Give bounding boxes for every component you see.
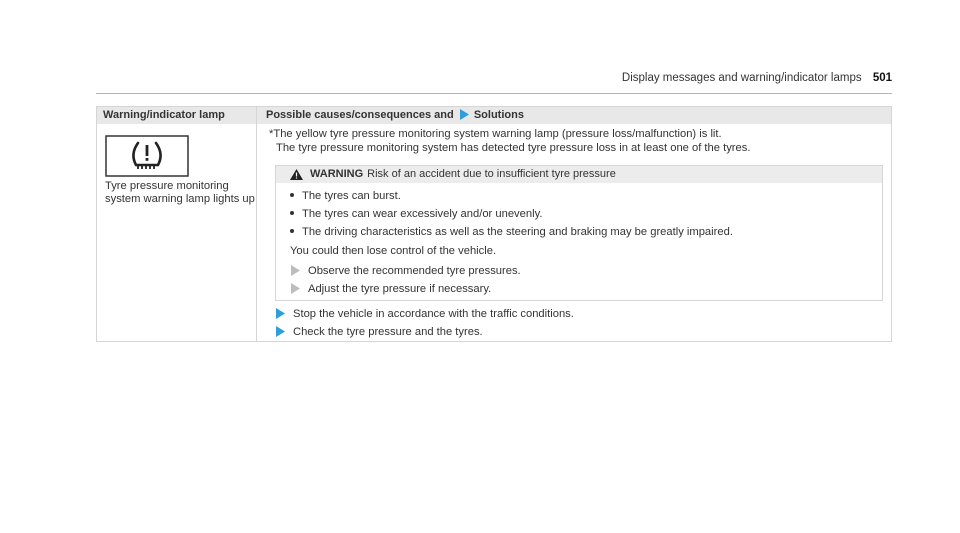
warning-bullet xyxy=(290,190,401,202)
warning-bullet xyxy=(290,226,733,238)
warning-step-text: Observe the recommended tyre pressures. xyxy=(308,265,521,277)
tyre-pressure-warning-icon xyxy=(105,135,189,177)
warning-bullet-text: The tyres can wear excessively and/or unevenly. xyxy=(302,208,543,220)
warning-bullet xyxy=(290,208,542,220)
cause-line-1: *The yellow tyre pressure monitoring system warning lamp (pressure loss/malfunction) is lit. xyxy=(269,128,722,140)
warning-bullet-text: The tyres can burst. xyxy=(302,190,401,202)
cause-line-2: The tyre pressure monitoring system has detected tyre pressure loss in at least one of the tyres. xyxy=(276,141,751,154)
warning-step xyxy=(290,265,521,277)
col-header-causes xyxy=(266,109,524,121)
lamp-label: Tyre pressure monitoring system warning lamp lights up xyxy=(105,180,255,205)
cause-text xyxy=(269,128,879,155)
col-header-lamp: Warning/indicator lamp xyxy=(103,109,225,121)
col-header-causes-text: Possible causes/consequences and xyxy=(266,109,454,121)
warning-lamp-table xyxy=(96,106,892,342)
column-divider xyxy=(256,107,257,341)
warning-triangle-icon xyxy=(290,169,303,180)
page-number: 501 xyxy=(872,72,892,84)
solution-step xyxy=(275,308,574,320)
warning-title xyxy=(310,168,616,180)
step-arrow-icon xyxy=(275,308,285,319)
solutions-arrow-icon xyxy=(459,109,469,120)
warning-step xyxy=(290,283,491,295)
step-arrow-icon xyxy=(290,283,300,294)
step-arrow-icon xyxy=(290,265,300,276)
warning-box xyxy=(275,165,883,301)
col-header-solutions: Solutions xyxy=(473,109,524,121)
warning-title-text: Risk of an accident due to insufficient tyre pressure xyxy=(367,168,616,180)
table-header xyxy=(97,107,891,124)
solution-step xyxy=(275,326,483,338)
warning-bullet-text: The driving characteristics as well as the steering and braking may be greatly impaired. xyxy=(302,226,733,238)
warning-note: You could then lose control of the vehicle. xyxy=(290,245,497,257)
header-rule xyxy=(96,93,892,94)
page-header xyxy=(622,72,892,84)
step-arrow-icon xyxy=(275,326,285,337)
solution-step-text: Stop the vehicle in accordance with the traffic conditions. xyxy=(293,308,574,320)
page-header-title: Display messages and warning/indicator lamps xyxy=(621,72,862,84)
warning-label: WARNING xyxy=(310,168,364,180)
warning-step-text: Adjust the tyre pressure if necessary. xyxy=(308,283,492,295)
solution-step-text: Check the tyre pressure and the tyres. xyxy=(293,326,483,338)
warning-header xyxy=(276,166,882,183)
